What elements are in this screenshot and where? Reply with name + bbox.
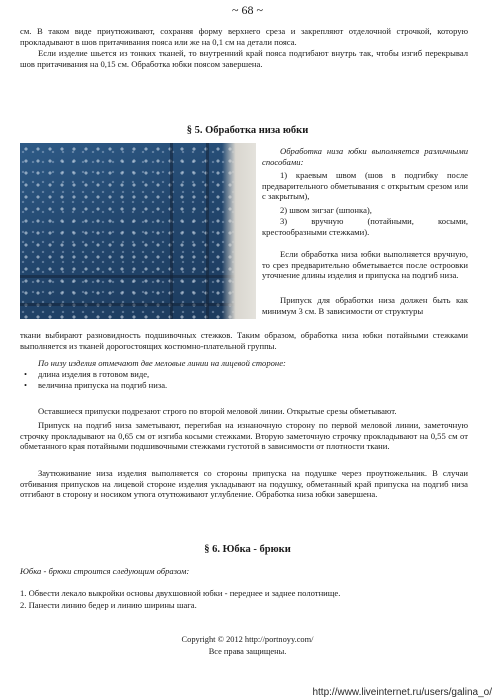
press-paragraph: Заутюживание низа изделия выполняется со стороны припуска на подушке через проутюжельник. В случаи отбивания припусков на лицевой стороне изделия укладывают на подушку, обметанный край припуска на подгиб низа отгибают в сторону и носиком утюга отутюживают углубление. Обработка низа юбки завершена. xyxy=(20,468,468,500)
page-number: ~ 68 ~ xyxy=(232,3,263,17)
method-3: 3) вручную (потайными, косыми, крестообразными стежками). xyxy=(262,216,468,237)
method-2: 2) швом зигзаг (шпонка), xyxy=(280,205,372,215)
watermark-url: http://www.liveinternet.ru/users/galina_o/ xyxy=(312,687,492,698)
step-2: 2. Панести линию бедер и линию ширины шага. xyxy=(20,600,197,610)
footer-rights: Все права защищены. xyxy=(208,647,287,656)
trim-paragraph: Оставшиеся припуски подрезают строго по второй меловой линии. Открытые срезы обметывают. xyxy=(38,406,397,416)
step-1: 1. Обвести лекало выкройки основы двухшовной юбки - переднее и заднее полотнище. xyxy=(20,588,341,598)
hand-finishing-paragraph: Если обработка низа юбки выполняется вручную, то срез предварительно обметывается после остроовки уточнение длины изделия и припуска на подгиб низа. xyxy=(262,249,468,281)
chalk-lines-list xyxy=(20,369,460,391)
list-item: • величина припуска на подгиб низа. xyxy=(24,380,168,390)
section-6-intro: Юбка - брюки строится следующим образом: xyxy=(20,566,190,576)
method-1: 1) краевым швом (шов в подгибку после предварительного обметывания с открытым срезом или с закрытым), xyxy=(262,170,468,202)
section-6-title: § 6. Юбка - брюки xyxy=(204,544,291,555)
intro-paragraph-2: Если изделие шьется из тонких тканей, то внутренний край пояса подгибают внутрь так, чтобы изгиб перекрывал шов притачивания на 0,15 см. Обработка юбки поясом завершена. xyxy=(20,48,468,69)
allowance-paragraph-start: Припуск для обработки низа должен быть как минимум 3 см. В зависимости от структуры xyxy=(262,295,468,316)
fabric-hem-photo xyxy=(20,143,256,319)
methods-intro: Обработка низа юбки выполняется различными способами: xyxy=(262,146,468,167)
fold-paragraph: Припуск на подгиб низа заметывают, перегибая на изнаночную сторону по первой меловой линии, заметочную строчку прокладывают на 0,65 см от изгиба косыми стежками. Вторую заметочную строчку прокладывают на 0,55 см от обметанного края потайными подшивочными стежками густотой в зависимости от плотности ткани. xyxy=(20,420,468,452)
chalk-lines-intro: По низу изделия отмечают две меловые линии на лицевой стороне: xyxy=(38,358,286,368)
allowance-paragraph-end: ткани выбирают разновидность подшивочных стежков. Таким образом, обработка низа юбки потайными стежками выполняется из тканей дорогостоящих костюмно-плательной группы. xyxy=(20,330,468,351)
intro-paragraph-1: см. В таком виде приутюживают, сохраняя форму верхнего среза и закрепляют отделочной строчкой, которую прокладывают в шов притачивания пояса или же на 0,1 см на детали пояса. xyxy=(20,26,468,47)
list-item: • длина изделия в готовом виде, xyxy=(24,369,150,379)
section-5-title: § 5. Обработка низа юбки xyxy=(186,125,309,136)
footer-copyright: Copyright © 2012 http://portnoyy.com/ xyxy=(181,635,314,644)
